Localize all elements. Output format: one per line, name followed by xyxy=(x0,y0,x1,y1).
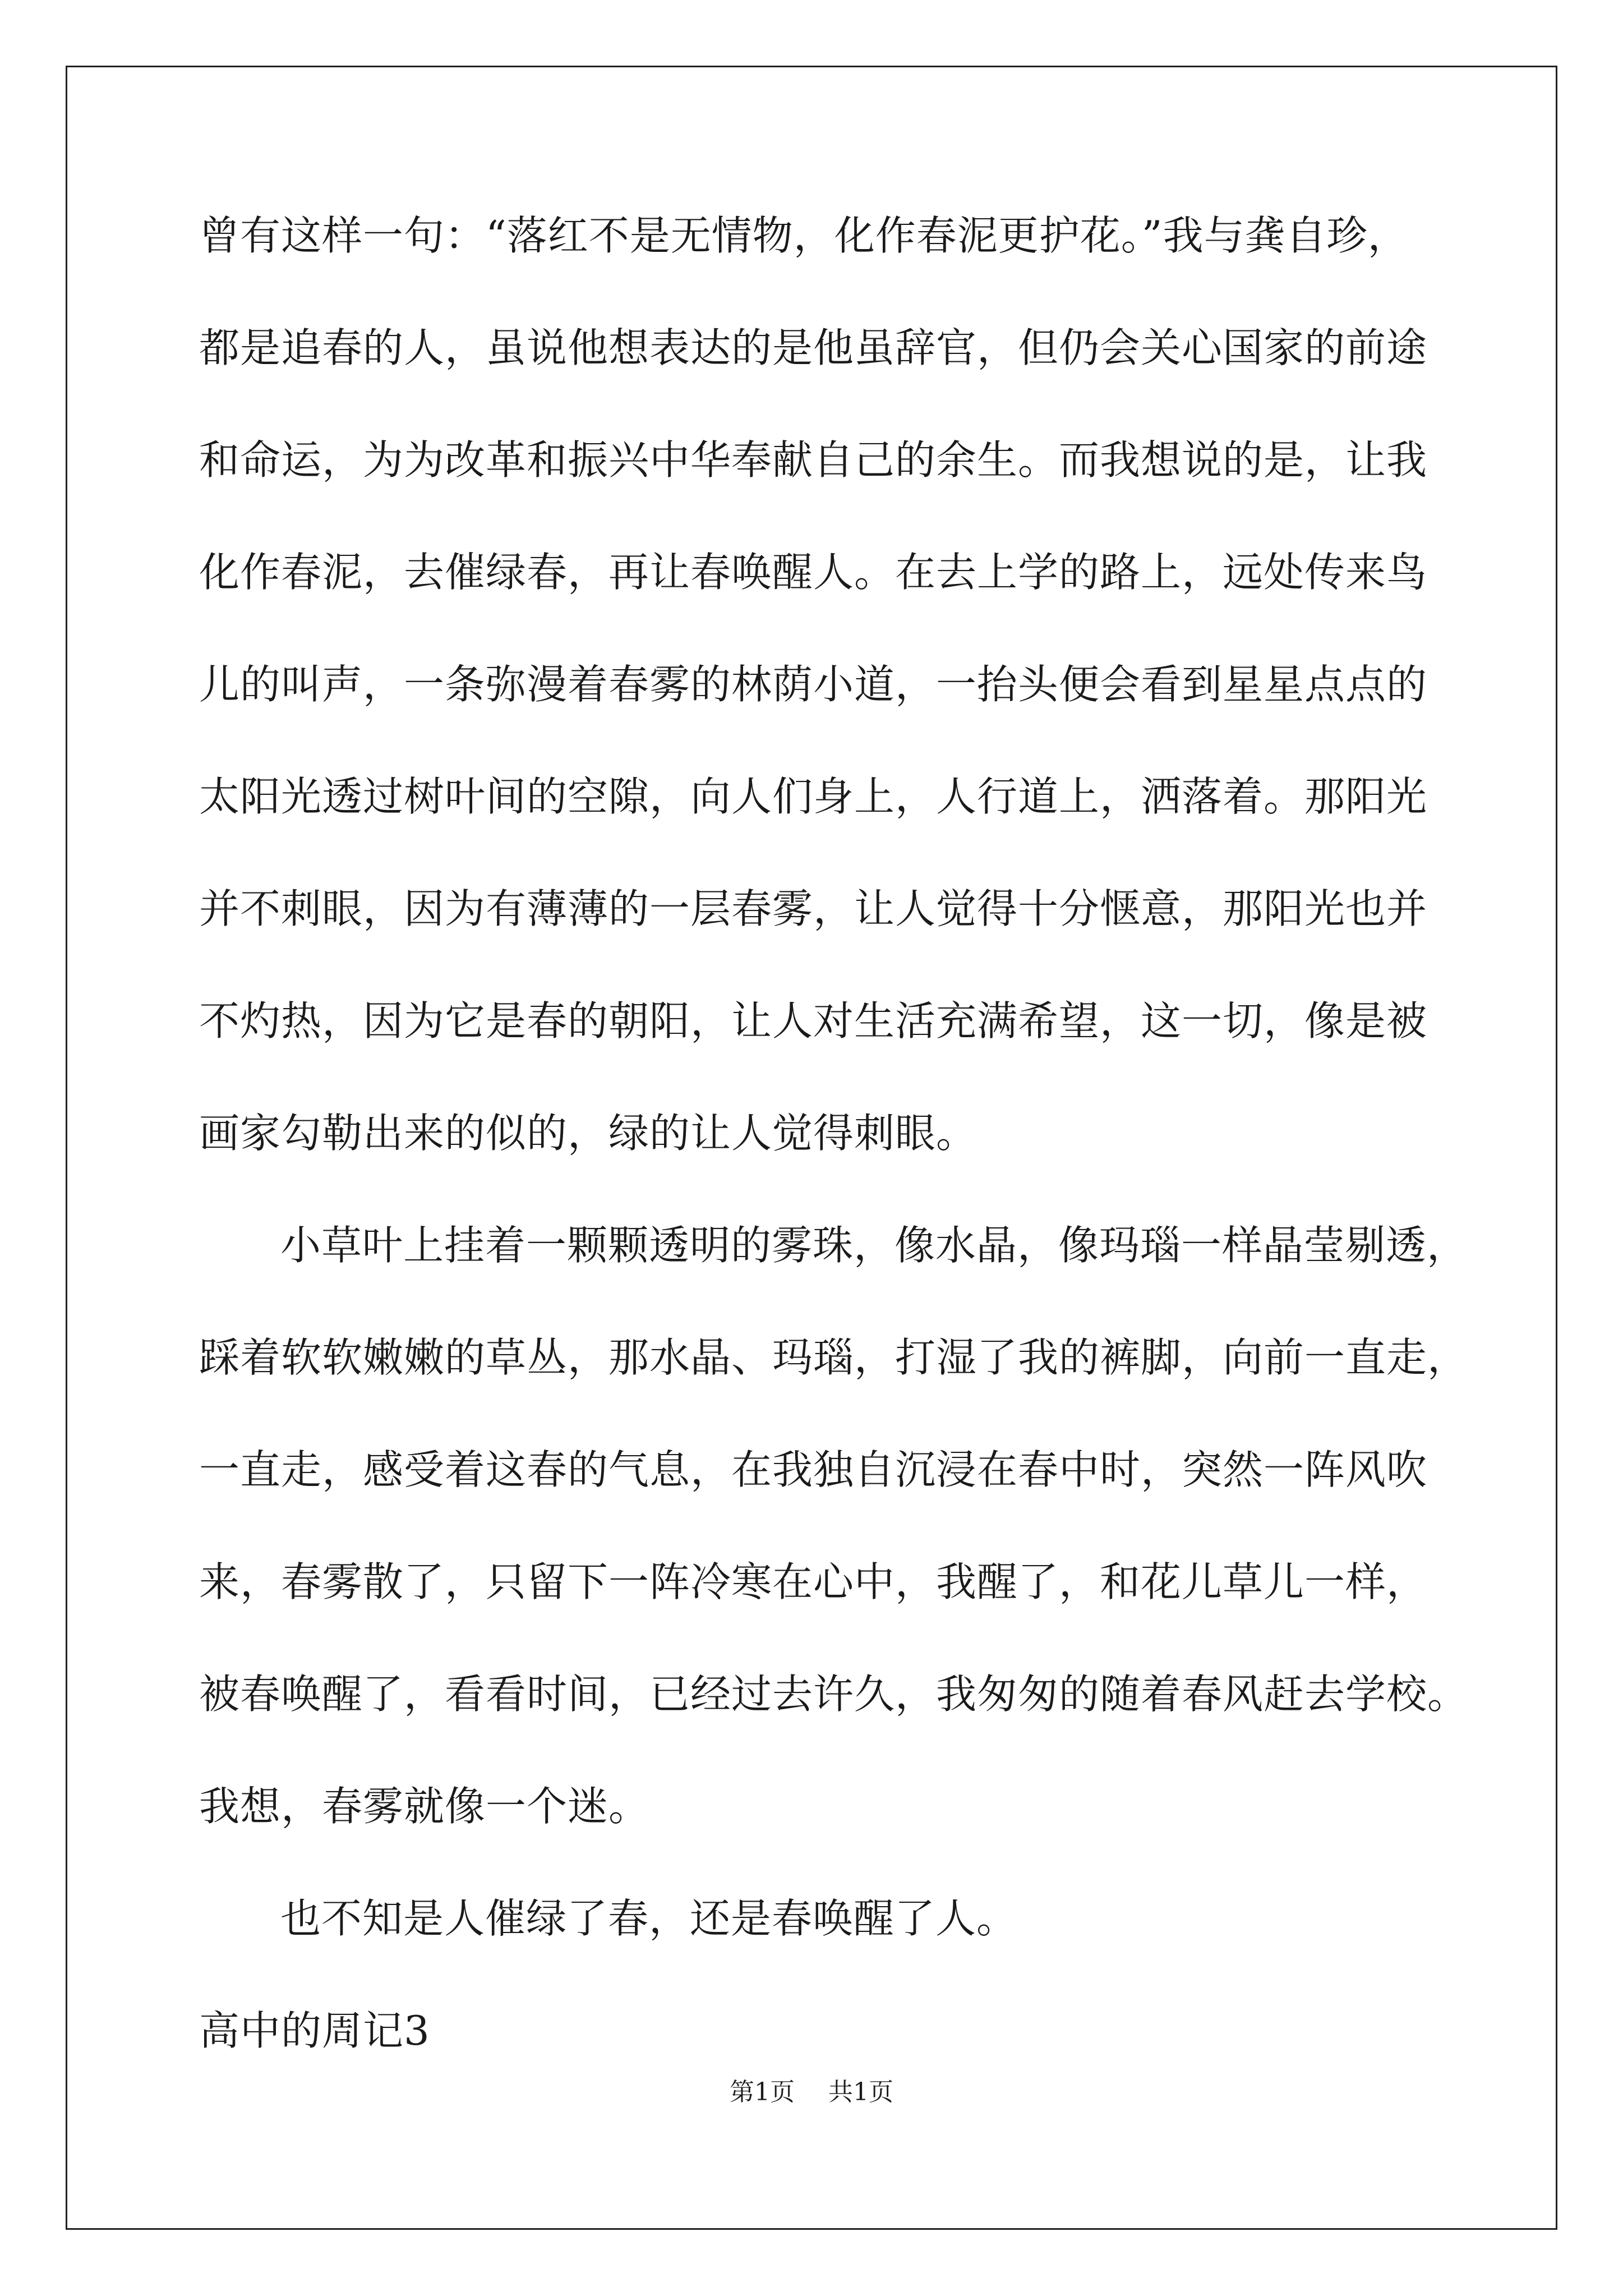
text-line: 都是追春的人，虽说他想表达的是他虽辞官，但仍会关心国家的前途 xyxy=(199,324,1428,371)
text-line: 太阳光透过树叶间的空隙，向人们身上，人行道上，洒落着。那阳光 xyxy=(199,773,1428,820)
text-line: 画家勾勒出来的似的，绿的让人觉得刺眼。 xyxy=(199,1110,978,1157)
page-total: 共1页 xyxy=(828,2078,893,2106)
section-heading: 高中的周记3 xyxy=(199,2007,430,2054)
paragraph-3 xyxy=(199,1885,1433,1997)
text-line: 和命运，为为改革和振兴中华奉献自己的余生。而我想说的是，让我 xyxy=(199,436,1428,484)
page-footer xyxy=(0,2076,1623,2109)
text-line: 来，春雾散了，只留下一阵冷寒在心中，我醒了，和花儿草儿一样， xyxy=(199,1558,1428,1605)
text-line: 化作春泥，去催绿春，再让春唤醒人。在去上学的路上，远处传来鸟 xyxy=(199,549,1428,596)
text-line: 我想，春雾就像一个迷。 xyxy=(199,1783,650,1830)
text-line: 曾有这样一句：“落红不是无情物，化作春泥更护花。”我与龚自珍， xyxy=(199,212,1409,259)
text-line: 也不知是人催绿了春，还是春唤醒了人。 xyxy=(280,1895,1018,1942)
text-line: 儿的叫声，一条弥漫着春雾的林荫小道，一抬头便会看到星星点点的 xyxy=(199,661,1428,708)
text-line: 一直走，感受着这春的气息，在我独自沉浸在春中时，突然一阵风吹 xyxy=(199,1446,1428,1493)
text-line: 不灼热，因为它是春的朝阳，让人对生活充满希望，这一切，像是被 xyxy=(199,997,1428,1045)
paragraph-1 xyxy=(199,202,1433,1212)
text-line: 踩着软软嫩嫩的草丛，那水晶、玛瑙，打湿了我的裤脚，向前一直走， xyxy=(199,1334,1469,1381)
page-number: 第1页 xyxy=(730,2078,795,2106)
text-line: 小草叶上挂着一颗颗透明的雾珠，像水晶，像玛瑙一样晶莹剔透， xyxy=(280,1222,1468,1269)
paragraph-2 xyxy=(199,1212,1469,1885)
text-line: 被春唤醒了，看看时间，已经过去许久，我匆匆的随着春风赶去学校。 xyxy=(199,1671,1469,1718)
text-line: 并不刺眼，因为有薄薄的一层春雾，让人觉得十分惬意，那阳光也并 xyxy=(199,885,1428,932)
document-body xyxy=(199,202,1469,2109)
